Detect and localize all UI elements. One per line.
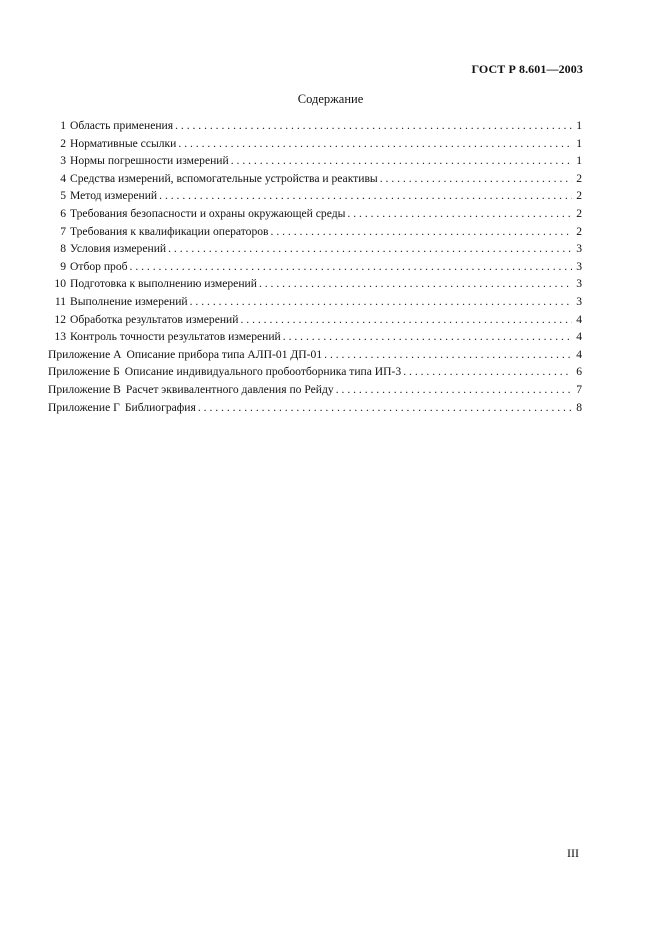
- toc-row-page: 3: [576, 242, 582, 256]
- toc-row-number: 8: [60, 242, 66, 256]
- toc-row-number: 7: [60, 224, 66, 238]
- dot-leader: [190, 295, 573, 308]
- toc-row-title: Требования к квалификации операторов: [70, 224, 269, 238]
- dot-leader: [283, 330, 572, 343]
- toc-row[interactable]: [48, 260, 582, 278]
- toc-row-page: 3: [576, 277, 582, 291]
- toc-row[interactable]: [48, 277, 582, 295]
- toc-row-title: Расчет эквивалентного давления по Рейду: [125, 382, 334, 396]
- toc-row-title: Отбор проб: [70, 259, 128, 273]
- toc-row-number: 10: [54, 277, 66, 291]
- dot-leader: [380, 172, 572, 185]
- toc-row-page: 2: [576, 171, 582, 185]
- dot-leader: [168, 242, 572, 255]
- table-of-contents: [48, 119, 582, 418]
- toc-appendix-label: Приложение А: [48, 347, 122, 361]
- toc-row-title: Требования безопасности и охраны окружающей среды: [70, 206, 346, 220]
- toc-row[interactable]: [48, 154, 582, 172]
- toc-row[interactable]: [48, 207, 582, 225]
- dot-leader: [240, 313, 572, 326]
- toc-row-page: 1: [576, 154, 582, 168]
- toc-row-number: 5: [60, 189, 66, 203]
- toc-row-title: Описание прибора типа АЛП-01 ДП-01: [126, 347, 323, 361]
- dot-leader: [324, 348, 572, 361]
- toc-row-page: 2: [576, 206, 582, 220]
- toc-row-number: 11: [54, 294, 66, 308]
- toc-row-title: Метод измерений: [70, 189, 158, 203]
- toc-row-number: 3: [60, 154, 66, 168]
- toc-row-number: 1: [60, 119, 66, 132]
- page-number: III: [567, 846, 579, 860]
- dot-leader: [175, 119, 572, 132]
- toc-row-number: 2: [60, 136, 66, 150]
- toc-row-page: 7: [576, 382, 582, 396]
- toc-appendix-label: Приложение Г: [48, 400, 120, 414]
- toc-row-page: 8: [576, 400, 582, 414]
- dot-leader: [178, 137, 572, 150]
- dot-leader: [271, 225, 573, 238]
- dot-leader: [403, 365, 572, 378]
- dot-leader: [198, 401, 572, 414]
- toc-row-page: 4: [576, 330, 582, 344]
- toc-row[interactable]: [48, 401, 582, 419]
- toc-row-number: 9: [60, 259, 66, 273]
- toc-row-title: Описание индивидуального пробоотборника типа ИП-3: [124, 365, 402, 379]
- toc-row-page: 2: [576, 189, 582, 203]
- toc-row-page: 6: [576, 365, 582, 379]
- toc-row-title: Выполнение измерений: [70, 294, 188, 308]
- toc-row[interactable]: [48, 242, 582, 260]
- toc-row[interactable]: [48, 348, 582, 366]
- dot-leader: [336, 383, 572, 396]
- dot-leader: [347, 207, 572, 220]
- toc-row[interactable]: [48, 189, 582, 207]
- toc-row-title: Нормы погрешности измерений: [70, 154, 229, 168]
- toc-row-title: Библиография: [124, 400, 196, 414]
- toc-row-title: Нормативные ссылки: [70, 136, 177, 150]
- toc-row-page: 2: [576, 224, 582, 238]
- toc-row-number: 6: [60, 206, 66, 220]
- toc-row-page: 4: [576, 312, 582, 326]
- toc-row-page: 3: [576, 259, 582, 273]
- toc-row[interactable]: [48, 330, 582, 348]
- toc-row-page: 3: [576, 294, 582, 308]
- toc-row-title: Условия измерений: [70, 242, 167, 256]
- toc-row[interactable]: [48, 119, 582, 137]
- toc-row-title: Обработка результатов измерений: [70, 312, 239, 326]
- toc-row-number: 12: [54, 312, 66, 326]
- toc-row-number: 4: [60, 171, 66, 185]
- toc-row-title: Контроль точности результатов измерений: [70, 330, 281, 344]
- dot-leader: [130, 260, 573, 273]
- dot-leader: [159, 189, 572, 202]
- toc-row-number: 13: [54, 330, 66, 344]
- toc-row-title: Подготовка к выполнению измерений: [70, 277, 257, 291]
- toc-row-page: 1: [576, 119, 582, 132]
- toc-row[interactable]: [48, 137, 582, 155]
- toc-row-title: Средства измерений, вспомогательные устройства и реактивы: [70, 171, 378, 185]
- toc-row[interactable]: [48, 313, 582, 331]
- toc-row[interactable]: [48, 383, 582, 401]
- toc-row-title: Область применения: [70, 119, 174, 132]
- document-code: ГОСТ Р 8.601—2003: [471, 62, 583, 76]
- toc-row[interactable]: [48, 172, 582, 190]
- toc-row[interactable]: [48, 295, 582, 313]
- toc-row[interactable]: [48, 365, 582, 383]
- toc-row[interactable]: [48, 225, 582, 243]
- toc-row-page: 1: [576, 136, 582, 150]
- toc-row-page: 4: [576, 347, 582, 361]
- toc-appendix-label: Приложение Б: [48, 365, 120, 379]
- toc-title: Содержание: [297, 92, 364, 106]
- toc-appendix-label: Приложение В: [48, 382, 121, 396]
- dot-leader: [259, 277, 572, 290]
- dot-leader: [231, 154, 572, 167]
